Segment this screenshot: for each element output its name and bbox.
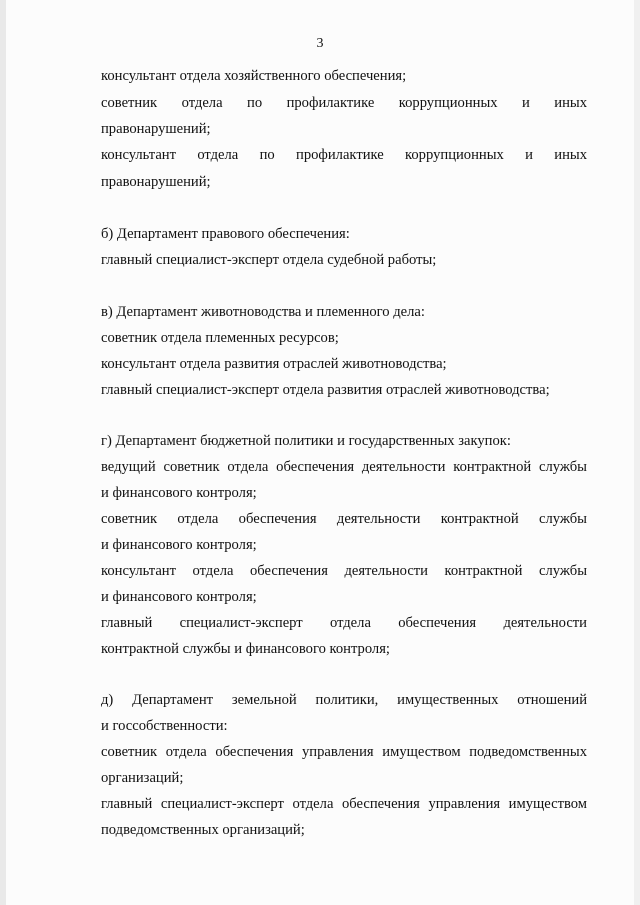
text-line: советник отдела по профилактике коррупционных и иных: [101, 95, 587, 111]
section-heading: д) Департамент земельной политики, имущественных отношений: [101, 692, 587, 708]
text-line: главный специалист-эксперт отдела судебной работы;: [101, 252, 437, 268]
text-line: и финансового контроля;: [101, 485, 257, 501]
text-line: правонарушений;: [101, 174, 211, 190]
text-line: контрактной службы и финансового контроля;: [101, 641, 390, 657]
section-heading: г) Департамент бюджетной политики и государственных закупок:: [101, 433, 511, 449]
text-line: консультант отдела хозяйственного обеспечения;: [101, 68, 407, 84]
text-line: подведомственных организаций;: [101, 822, 305, 838]
text-line: главный специалист-эксперт отдела развития отраслей животноводства;: [101, 382, 550, 398]
text-line: и финансового контроля;: [101, 537, 257, 553]
text-line: консультант отдела по профилактике коррупционных и иных: [101, 147, 587, 163]
text-line: организаций;: [101, 770, 184, 786]
text-line: и финансового контроля;: [101, 589, 257, 605]
section-heading: б) Департамент правового обеспечения:: [101, 226, 350, 242]
text-line: главный специалист-эксперт отдела обеспечения управления имуществом: [101, 796, 587, 812]
text-line: консультант отдела обеспечения деятельности контрактной службы: [101, 563, 587, 579]
text-line: консультант отдела развития отраслей животноводства;: [101, 356, 447, 372]
page-number: 3: [316, 36, 324, 51]
text-line: советник отдела племенных ресурсов;: [101, 330, 339, 346]
text-line: и госсобственности:: [101, 718, 228, 734]
text-line: советник отдела обеспечения деятельности контрактной службы: [101, 511, 587, 527]
text-line: правонарушений;: [101, 121, 211, 137]
text-line: ведущий советник отдела обеспечения деятельности контрактной службы: [101, 459, 587, 475]
section-heading: в) Департамент животноводства и племенного дела:: [101, 304, 425, 320]
text-line: главный специалист-эксперт отдела обеспечения деятельности: [101, 615, 587, 631]
scan-edge-right: [634, 0, 640, 905]
scan-edge-left: [0, 0, 6, 905]
text-line: советник отдела обеспечения управления имуществом подведомственных: [101, 744, 587, 760]
